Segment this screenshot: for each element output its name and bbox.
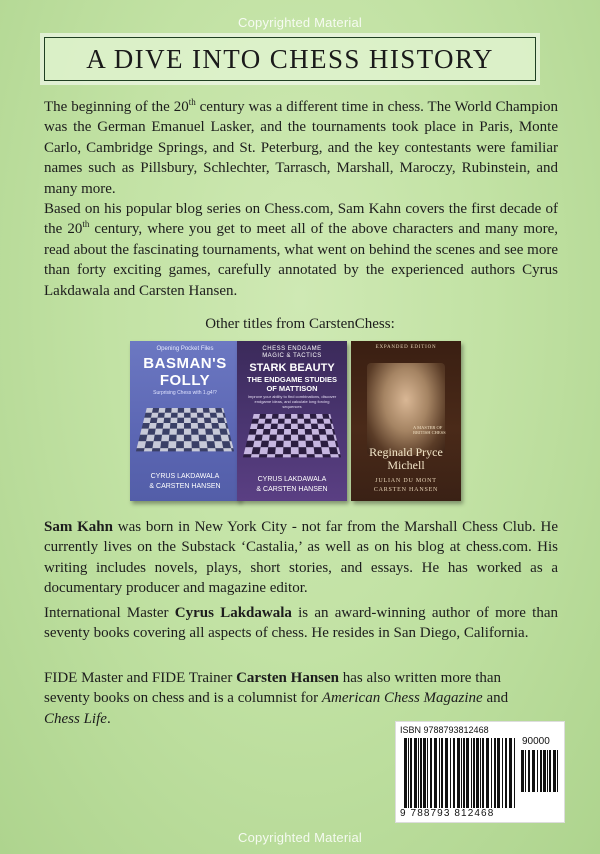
- page-title: A DIVE INTO CHESS HISTORY: [86, 43, 494, 74]
- watermark-top: Copyrighted Material: [238, 15, 362, 30]
- intro-2-part-b: century, where you get to meet all of the above characters and many more, read about the fascinating tournaments, what went on behind the scenes and see more than forty exciting games, carefully annotated by the experienced authors Cyrus Lakdawala and Carsten Hansen.: [44, 221, 558, 299]
- book1-author-1: CYRUS LAKDAWALA: [150, 473, 220, 480]
- book2-title-2: THE ENDGAME STUDIES: [246, 375, 337, 384]
- watermark-bottom: Copyrighted Material: [238, 830, 362, 845]
- book1-author-2: & CARSTEN HANSEN: [149, 483, 221, 490]
- barcode-bars: [404, 738, 516, 808]
- bio-prefix: International Master: [44, 605, 175, 621]
- bio-text: is an award-winning author of more than seventy books covering all aspects of chess. He resides in San Diego, California.: [44, 605, 559, 642]
- book2-title-1: STARK BEAUTY: [249, 362, 335, 374]
- barcode-number: 9 788793 812468: [400, 808, 495, 819]
- intro-paragraph-2: [44, 199, 558, 301]
- bio-text: .: [106, 710, 111, 727]
- barcode-box: [395, 721, 565, 823]
- author-name: Cyrus Lakdawala: [174, 605, 292, 621]
- bio-text: and: [482, 690, 509, 707]
- bio-text: has also written more than seventy books on chess and is a columnist for: [44, 670, 502, 707]
- superscript-th: th: [82, 219, 90, 230]
- bio-text: was born in New York City - not far from the Marshall Chess Club. He currently lives on the Substack ‘Castalia,’ as well as on his blog at chess.com. His writing includes novels, plays, short stories, and essays. He has worked as a documentary producer and magazine editor.: [44, 519, 558, 597]
- author-name: Carsten Hansen: [236, 670, 339, 686]
- title-box: [44, 37, 536, 81]
- magazine-title: Chess Life: [44, 710, 107, 727]
- book1-subtitle: Surprising Chess with 1.g4!?: [153, 390, 217, 396]
- book3-author-2: CARSTEN HANSEN: [373, 487, 439, 493]
- book3-title-2: Michell: [387, 458, 425, 472]
- magazine-title: American Chess Magazine: [321, 690, 483, 707]
- other-titles-heading: Other titles from CarstenChess:: [205, 316, 395, 332]
- book3-title-1: Reginald Pryce: [369, 445, 443, 459]
- intro-1-part-a: The beginning of the 20: [44, 99, 189, 115]
- bio-sam-kahn: [44, 517, 558, 599]
- intro-2-part-a: Based on his popular blog series on Chess.com, Sam Kahn covers the first decade of the 20: [44, 201, 558, 238]
- book-cover-stark-beauty: [237, 341, 347, 501]
- book2-blurb: Improve your ability to find combinations, discover endgame ideas, and calculate long forcing sequences: [247, 394, 337, 409]
- book1-title-2: FOLLY: [159, 372, 211, 389]
- chessboard-image: [243, 414, 341, 457]
- book3-author-1: JULIAN DU MONT: [375, 478, 437, 484]
- book2-series-1: CHESS ENDGAME: [262, 346, 322, 352]
- book2-author-2: & CARSTEN HANSEN: [256, 486, 328, 493]
- chessboard-image: [136, 408, 234, 451]
- book2-author-1: CYRUS LAKDAWALA: [257, 476, 327, 483]
- book1-series: Opening Pocket Files: [156, 346, 214, 352]
- book3-side-note: A MASTER OF BRITISH CHESS: [413, 425, 446, 435]
- barcode-addon-bars: [521, 750, 559, 820]
- intro-1-part-b: century was a different time in chess. The World Champion was the German Emanuel Lasker, and the tournaments took place in Paris, Monte Carlo, Cambridge Springs, and St. Peterburg, and the key contestants were familiar names such as Pillsbury, Schlechter, Tarrasch, Marshall, Maroczy, Rubinstein, and many more.: [44, 99, 558, 197]
- book-cover-reginald-pryce-michell: [351, 341, 461, 501]
- bio-cyrus-lakdawala: [44, 603, 558, 644]
- bio-prefix: FIDE Master and FIDE Trainer: [44, 670, 237, 686]
- book1-title-1: BASMAN'S: [143, 355, 227, 372]
- superscript-th: th: [188, 97, 196, 107]
- book2-series-2: MAGIC & TACTICS: [262, 353, 322, 359]
- intro-paragraph-1: [44, 97, 558, 199]
- author-name: Sam Kahn: [44, 519, 113, 535]
- book3-edition: EXPANDED EDITION: [375, 345, 437, 350]
- book2-title-3: OF MATTISON: [266, 384, 318, 393]
- portrait-image: [367, 363, 445, 455]
- barcode-addon-number: 90000: [522, 736, 550, 747]
- book-cover-basmans-folly: [130, 341, 240, 501]
- isbn-label: ISBN 9788793812468: [400, 725, 489, 735]
